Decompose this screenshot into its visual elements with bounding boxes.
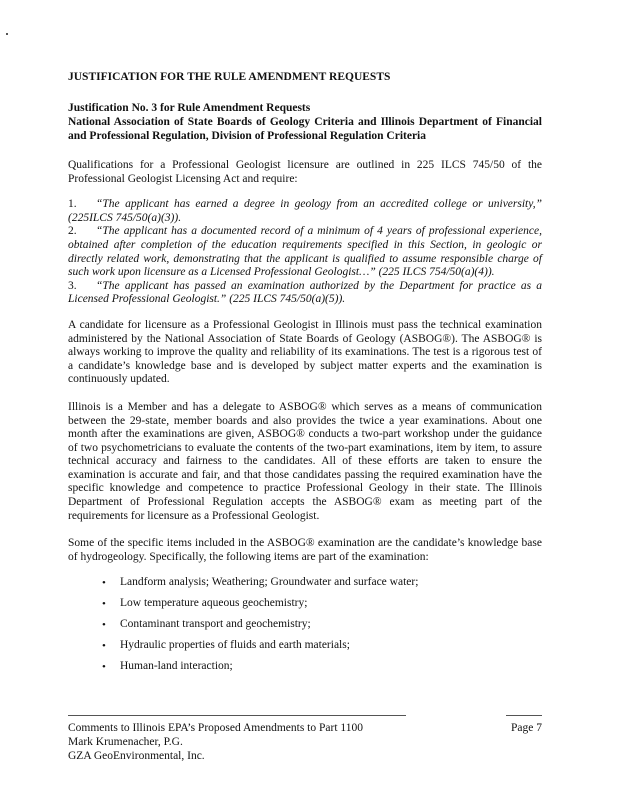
exam-item-text: Hydraulic properties of fluids and earth materials; [120, 639, 350, 652]
list-item [68, 576, 542, 597]
exam-item-text: Human-land interaction; [120, 660, 233, 673]
criteria-title: National Association of State Boards of Geology Criteria and Illinois Department of Financial and Professional Regulation, Division of Professional Regulation Criteria [68, 116, 542, 142]
requirement-text: “The applicant has passed an examination authorized by the Department for practice as a Licensed Professional Geologist.” (225 ILCS 745/50(a)(5)). [68, 279, 542, 306]
page-heading: JUSTIFICATION FOR THE RULE AMENDMENT REQUESTS [68, 71, 391, 83]
exam-items-intro: Some of the specific items included in the ASBOG® examination are the candidate’s knowledge base of hydrogeology. Specifically, the following items are part of the examination: [68, 537, 542, 563]
exam-item-text: Low temperature aqueous geochemistry; [120, 597, 308, 610]
page-number: Page 7 [511, 722, 542, 734]
requirement-number: 1. [68, 198, 77, 211]
footer-divider [506, 715, 542, 716]
exam-items-list [68, 576, 542, 681]
scan-mark [6, 33, 8, 35]
list-item [68, 597, 542, 618]
bullet-icon: • [102, 619, 106, 632]
page-footer [68, 721, 542, 763]
list-item [68, 618, 542, 639]
exam-item-text: Landform analysis; Weathering; Groundwater and surface water; [120, 576, 419, 589]
list-item [68, 639, 542, 660]
requirement-number: 2. [68, 225, 77, 238]
exam-item-text: Contaminant transport and geochemistry; [120, 618, 311, 631]
asbog-paragraph: A candidate for licensure as a Professional Geologist in Illinois must pass the technical examination administered by the National Association of State Boards of Geology (ASBOG®). The ASBOG® is always working to improve the quality and reliability of its examinations. The test is a rigorous test of a candidate’s knowledge base and is developed by subject matter experts and the examination is continuously updated. [68, 318, 542, 386]
bullet-icon: • [102, 577, 106, 590]
justification-title: Justification No. 3 for Rule Amendment Requests [68, 102, 311, 114]
intro-paragraph: Qualifications for a Professional Geologist licensure are outlined in 225 ILCS 745/50 of the Professional Geologist Licensing Act and require: [68, 159, 542, 185]
footer-author: Mark Krumenacher, P.G. [68, 736, 183, 748]
footer-divider [68, 715, 406, 716]
requirement-item [68, 198, 542, 225]
illinois-member-paragraph: Illinois is a Member and has a delegate to ASBOG® which serves as a means of communication between the 29-state, member boards and also provides the twice a year examinations. About one month after the examinations are given, ASBOG® conducts a two-part workshop under the guidance of two psychometricians to evaluate the contents of the two-part examinations, item by item, to assure technical accuracy and fairness to the candidates. All of these efforts are taken to ensure the examination is accurate and fair, and that those candidates passing the required examination have the specific knowledge and competence to practice Professional Geology in their state. The Illinois Department of Professional Regulation accepts the ASBOG® exam as meeting part of the requirements for licensure as a Professional Geologist. [68, 400, 542, 522]
requirement-number: 3. [68, 279, 77, 292]
footer-row [68, 721, 542, 735]
document-body [68, 70, 542, 681]
bullet-icon: • [102, 640, 106, 653]
list-item [68, 660, 542, 681]
requirement-text: “The applicant has a documented record of a minimum of 4 years of professional experience, obtained after completion of the education requirements specified in this Section, in geologic or directly related work, demonstrating that the applicant is qualified to assume responsible charge of such work upon licensure as a Licensed Professional Geologist…” (225 ILCS 754/50(a)(4)). [68, 225, 542, 279]
footer-company: GZA GeoEnvironmental, Inc. [68, 750, 205, 762]
bullet-icon: • [102, 661, 106, 674]
requirement-text: “The applicant has earned a degree in geology from an accredited college or university,” (225ILCS 745/50(a)(3)). [68, 198, 542, 224]
requirements-list [68, 198, 542, 307]
bullet-icon: • [102, 598, 106, 611]
requirement-item [68, 280, 542, 307]
requirement-item [68, 225, 542, 279]
footer-document-title: Comments to Illinois EPA’s Proposed Amendments to Part 1100 [68, 722, 363, 734]
